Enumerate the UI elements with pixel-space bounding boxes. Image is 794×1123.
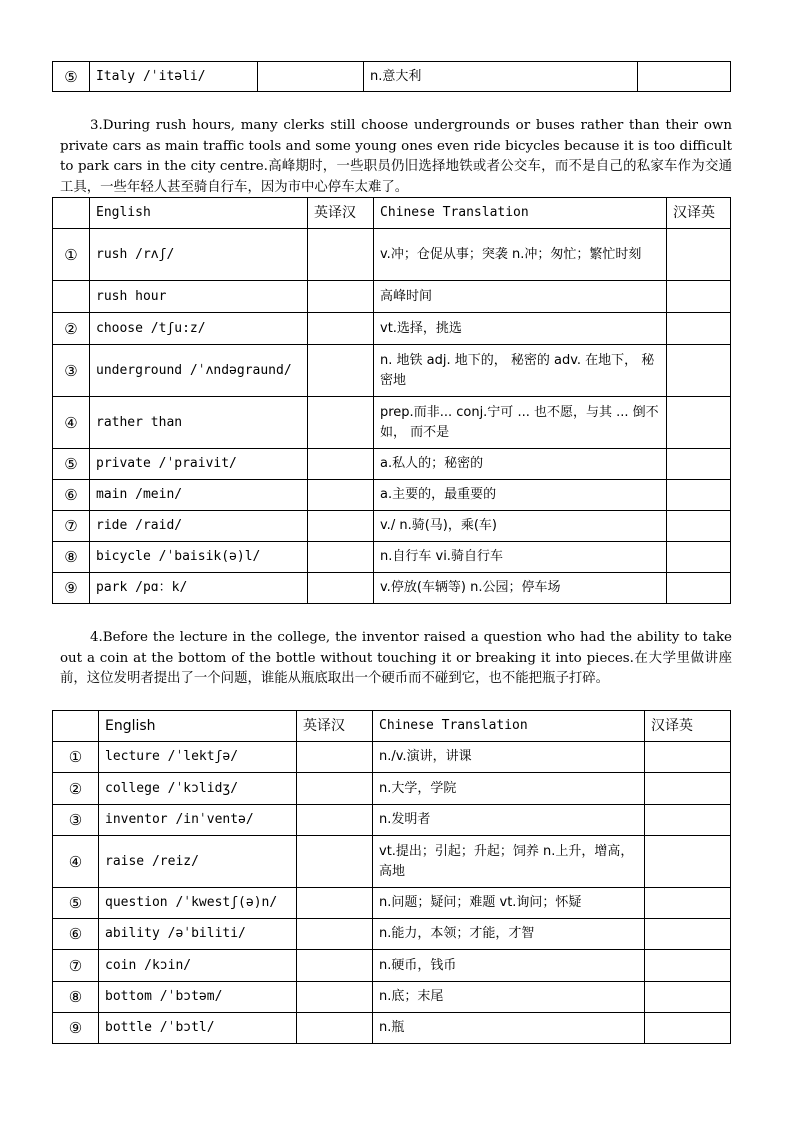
chinese-cell: n.底；末尾 [373, 982, 645, 1013]
table-header-row [53, 711, 731, 742]
english-cell: rush /rʌʃ/ [90, 229, 308, 281]
chinese-cell: n.能力，本领；才能，才智 [373, 919, 645, 950]
chinese-cell: vt.提出；引起；升起；饲养 n.上升，增高， 高地 [373, 836, 645, 888]
en2cn-cell[interactable] [297, 1013, 373, 1044]
table-row [53, 773, 731, 805]
en2cn-cell[interactable] [308, 345, 374, 397]
table-row [53, 950, 731, 982]
chinese-cell: n./v.演讲，讲课 [373, 742, 645, 773]
cn2en-cell[interactable] [667, 397, 731, 449]
en2cn-cell[interactable] [297, 982, 373, 1013]
row-number: ④ [53, 397, 90, 449]
english-cell: question /ˈkwestʃ(ə)n/ [99, 888, 297, 919]
chinese-cell: vt.选择，挑选 [374, 313, 667, 345]
cn2en-cell[interactable] [645, 950, 731, 982]
en2cn-cell[interactable] [308, 449, 374, 480]
cn2en-cell[interactable] [645, 773, 731, 805]
en2cn-cell[interactable] [308, 229, 374, 281]
table-header-row [53, 198, 731, 229]
en2cn-cell[interactable] [297, 836, 373, 888]
cn2en-cell[interactable] [667, 511, 731, 542]
section3-table [52, 197, 731, 604]
header-english: English [90, 198, 308, 229]
header-en2cn: 英译汉 [297, 711, 373, 742]
english-cell: private /ˈpraivit/ [90, 449, 308, 480]
cn2en-cell[interactable] [638, 62, 731, 92]
english-cell: college /ˈkɔlidʒ/ [99, 773, 297, 805]
chinese-cell: n.大学，学院 [373, 773, 645, 805]
english-cell: ability /əˈbiliti/ [99, 919, 297, 950]
row-number: ⑥ [53, 480, 90, 511]
section4-english: 4.Before the lecture in the college, the inventor raised a question who had the ability to take out a coin at the bottom of the bottle without touching it or breaking it into pieces. [60, 630, 732, 666]
section3-paragraph [60, 116, 732, 198]
english-cell: bottom /ˈbɔtəm/ [99, 982, 297, 1013]
english-cell: underground /ˈʌndəgraund/ [90, 345, 308, 397]
table-row [53, 480, 731, 511]
cn2en-cell[interactable] [645, 888, 731, 919]
chinese-cell: v./ n.骑(马)，乘(车) [374, 511, 667, 542]
row-number: ① [53, 229, 90, 281]
en2cn-cell[interactable] [297, 950, 373, 982]
cn2en-cell[interactable] [667, 573, 731, 604]
table-row [53, 345, 731, 397]
row-number: ⑨ [53, 573, 90, 604]
english-cell: bottle /ˈbɔtl/ [99, 1013, 297, 1044]
chinese-cell: a.主要的，最重要的 [374, 480, 667, 511]
table-row [53, 511, 731, 542]
en2cn-cell[interactable] [308, 542, 374, 573]
cn2en-cell[interactable] [667, 281, 731, 313]
table-row [53, 449, 731, 480]
cn2en-cell[interactable] [667, 480, 731, 511]
row-number: ③ [53, 345, 90, 397]
table-row [53, 281, 731, 313]
table-row [53, 573, 731, 604]
english-cell: rush hour [90, 281, 308, 313]
row-number: ⑤ [53, 62, 90, 92]
row-number: ① [53, 742, 99, 773]
en2cn-cell[interactable] [297, 773, 373, 805]
english-cell: choose /tʃu:z/ [90, 313, 308, 345]
table-row [53, 982, 731, 1013]
en2cn-cell[interactable] [297, 805, 373, 836]
table-row [53, 742, 731, 773]
en2cn-cell[interactable] [308, 511, 374, 542]
section4-chinese: 在大学里做讲座前，这位发明者提出了一个问题，谁能从瓶底取出一个硬币而不碰到它，也不能把瓶子打碎。 [60, 650, 732, 686]
english-cell: main /mein/ [90, 480, 308, 511]
chinese-cell: n.意大利 [364, 62, 638, 92]
en2cn-cell[interactable] [297, 742, 373, 773]
table-row [53, 836, 731, 888]
english-cell: raise /reiz/ [99, 836, 297, 888]
header-chinese: Chinese Translation [374, 198, 667, 229]
header-number [53, 198, 90, 229]
en2cn-cell[interactable] [308, 480, 374, 511]
table-row [53, 542, 731, 573]
section3-english: 3.During rush hours, many clerks still choose undergrounds or buses rather than their own private cars as main traffic tools and some young ones even ride bicycles because it is too difficult to park cars in the city centre. [60, 118, 732, 174]
header-number [53, 711, 99, 742]
chinese-cell: prep.而非... conj.宁可 ... 也不愿，与其 ... 倒不如， 而不是 [374, 397, 667, 449]
row-number: ⑧ [53, 542, 90, 573]
header-en2cn: 英译汉 [308, 198, 374, 229]
english-cell: bicycle /ˈbaisik(ə)l/ [90, 542, 308, 573]
chinese-cell: a.私人的；秘密的 [374, 449, 667, 480]
top-table [52, 61, 731, 92]
row-number: ⑨ [53, 1013, 99, 1044]
cn2en-cell[interactable] [645, 982, 731, 1013]
chinese-cell: n.自行车 vi.骑自行车 [374, 542, 667, 573]
chinese-cell: 高峰时间 [374, 281, 667, 313]
table-row [53, 919, 731, 950]
row-number [53, 281, 90, 313]
table-row [53, 805, 731, 836]
chinese-cell: n.瓶 [373, 1013, 645, 1044]
english-cell: lecture /ˈlektʃə/ [99, 742, 297, 773]
english-cell: ride /raid/ [90, 511, 308, 542]
row-number: ⑤ [53, 888, 99, 919]
table-row [53, 888, 731, 919]
chinese-cell: n.硬币，钱币 [373, 950, 645, 982]
chinese-cell: n.发明者 [373, 805, 645, 836]
row-number: ⑥ [53, 919, 99, 950]
cn2en-cell[interactable] [645, 805, 731, 836]
row-number: ⑦ [53, 511, 90, 542]
row-number: ③ [53, 805, 99, 836]
en2cn-cell[interactable] [297, 888, 373, 919]
row-number: ② [53, 773, 99, 805]
header-english: English [99, 711, 297, 742]
cn2en-cell[interactable] [645, 836, 731, 888]
table-row [53, 313, 731, 345]
english-cell: coin /kɔin/ [99, 950, 297, 982]
section4-table [52, 710, 731, 1044]
header-cn2en: 汉译英 [645, 711, 731, 742]
table-row [53, 397, 731, 449]
section3-chinese: 高峰期时，一些职员仍旧选择地铁或者公交车，而不是自己的私家车作为交通工具，一些年轻人甚至骑自行车，因为市中心停车太难了。 [60, 159, 732, 195]
header-cn2en: 汉译英 [667, 198, 731, 229]
english-cell: park /pɑ：k/ [90, 573, 308, 604]
table-row [53, 229, 731, 281]
row-number: ⑤ [53, 449, 90, 480]
cn2en-cell[interactable] [667, 313, 731, 345]
chinese-cell: v.冲；仓促从事；突袭 n.冲；匆忙；繁忙时刻 [374, 229, 667, 281]
en2cn-cell[interactable] [258, 62, 364, 92]
chinese-cell: n.问题；疑问；难题 vt.询问；怀疑 [373, 888, 645, 919]
cn2en-cell[interactable] [667, 345, 731, 397]
en2cn-cell[interactable] [308, 313, 374, 345]
cn2en-cell[interactable] [645, 919, 731, 950]
en2cn-cell[interactable] [297, 919, 373, 950]
row-number: ④ [53, 836, 99, 888]
en2cn-cell[interactable] [308, 281, 374, 313]
table-row [53, 1013, 731, 1044]
english-cell: rather than [90, 397, 308, 449]
row-number: ⑦ [53, 950, 99, 982]
row-number: ② [53, 313, 90, 345]
english-cell: Italy /ˈitəli/ [90, 62, 258, 92]
cn2en-cell[interactable] [667, 449, 731, 480]
cn2en-cell[interactable] [667, 229, 731, 281]
cn2en-cell[interactable] [645, 1013, 731, 1044]
cn2en-cell[interactable] [667, 542, 731, 573]
en2cn-cell[interactable] [308, 397, 374, 449]
header-chinese: Chinese Translation [373, 711, 645, 742]
chinese-cell: n. 地铁 adj. 地下的， 秘密的 adv. 在地下， 秘密地 [374, 345, 667, 397]
en2cn-cell[interactable] [308, 573, 374, 604]
cn2en-cell[interactable] [645, 742, 731, 773]
table-row [53, 62, 731, 92]
chinese-cell: v.停放(车辆等) n.公园；停车场 [374, 573, 667, 604]
english-cell: inventor /inˈventə/ [99, 805, 297, 836]
row-number: ⑧ [53, 982, 99, 1013]
section4-paragraph [60, 628, 732, 690]
